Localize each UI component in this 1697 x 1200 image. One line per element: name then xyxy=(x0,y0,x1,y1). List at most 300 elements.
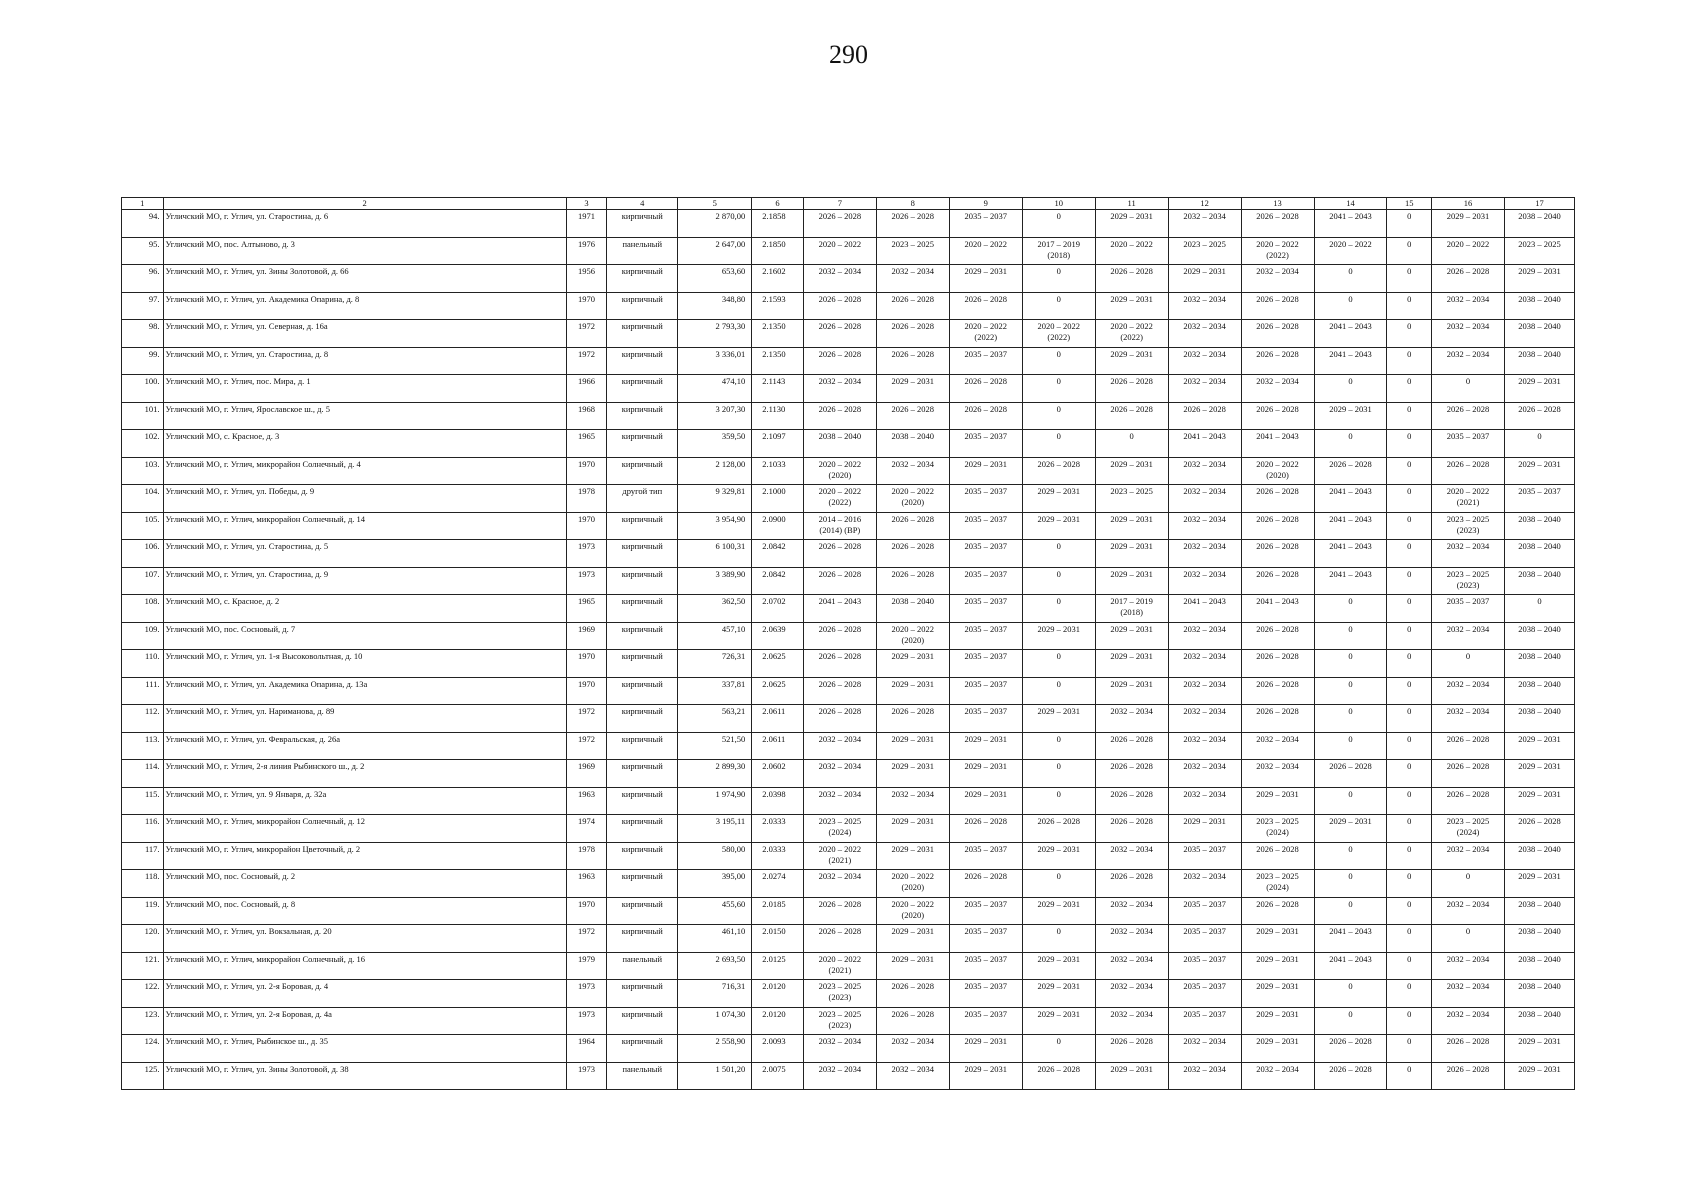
table-cell: 2032 – 2034 xyxy=(803,787,876,815)
table-cell: 2038 – 2040 xyxy=(876,595,949,623)
table-cell: 2029 – 2031 xyxy=(876,815,949,843)
table-cell: 1972 xyxy=(566,732,607,760)
table-cell: 2026 – 2028 xyxy=(803,347,876,375)
table-cell: 2026 – 2028 xyxy=(1241,347,1314,375)
table-cell: 0 xyxy=(1022,210,1095,238)
table-row xyxy=(122,375,1575,403)
table-cell: 2026 – 2028 xyxy=(803,650,876,678)
address-cell: Угличский МО, г. Углич, ул. 2-я Боровая, д. 4а xyxy=(163,1007,566,1035)
table-cell: 2032 – 2034 xyxy=(876,265,949,293)
table-cell: 2032 – 2034 xyxy=(1095,897,1168,925)
table-cell: 2020 – 2022 (2020) xyxy=(876,897,949,925)
table-cell: 2026 – 2028 xyxy=(876,402,949,430)
table-cell: 2032 – 2034 xyxy=(1168,320,1241,348)
table-cell: кирпичный xyxy=(607,292,678,320)
table-cell: 0 xyxy=(1387,760,1432,788)
table-cell: 2041 – 2043 xyxy=(1314,512,1387,540)
table-cell: 2035 – 2037 xyxy=(949,210,1022,238)
table-cell: 119. xyxy=(122,897,164,925)
table-cell: 2038 – 2040 xyxy=(1505,980,1575,1008)
table-cell: 0 xyxy=(1022,595,1095,623)
table-cell: 0 xyxy=(1387,925,1432,953)
table-row xyxy=(122,1062,1575,1090)
table-cell: 2026 – 2028 xyxy=(1432,1035,1505,1063)
table-cell: 1970 xyxy=(566,650,607,678)
table-cell: 2032 – 2034 xyxy=(876,457,949,485)
table-cell: 2.1850 xyxy=(752,237,804,265)
table-cell: 108. xyxy=(122,595,164,623)
table-cell: 2026 – 2028 xyxy=(803,897,876,925)
table-cell: 2026 – 2028 xyxy=(1432,787,1505,815)
table-cell: 2026 – 2028 xyxy=(1241,402,1314,430)
table-cell: 0 xyxy=(1022,430,1095,458)
table-cell: 2026 – 2028 xyxy=(1022,815,1095,843)
table-cell: 2032 – 2034 xyxy=(1432,897,1505,925)
table-cell: 2023 – 2025 xyxy=(1505,237,1575,265)
table-cell: 2026 – 2028 xyxy=(1241,512,1314,540)
table-cell: 2023 – 2025 xyxy=(1095,485,1168,513)
table-cell: 2026 – 2028 xyxy=(949,815,1022,843)
table-cell: 2035 – 2037 xyxy=(949,430,1022,458)
table-cell: 0 xyxy=(1387,622,1432,650)
table-cell: 474,10 xyxy=(678,375,752,403)
address-cell: Угличский МО, г. Углич, пос. Мира, д. 1 xyxy=(163,375,566,403)
table-row xyxy=(122,980,1575,1008)
table-cell: 0 xyxy=(1314,787,1387,815)
table-cell: 2029 – 2031 xyxy=(1168,815,1241,843)
table-cell: 2029 – 2031 xyxy=(1505,732,1575,760)
table-cell: 0 xyxy=(1314,677,1387,705)
table-cell: 0 xyxy=(1022,870,1095,898)
table-cell: 2.1350 xyxy=(752,320,804,348)
table-cell: 2041 – 2043 xyxy=(803,595,876,623)
table-cell: 0 xyxy=(1387,705,1432,733)
table-cell: 2029 – 2031 xyxy=(1241,787,1314,815)
column-header-5: 5 xyxy=(678,198,752,210)
table-cell: 2029 – 2031 xyxy=(949,732,1022,760)
table-row xyxy=(122,622,1575,650)
table-cell: 2017 – 2019 (2018) xyxy=(1095,595,1168,623)
table-cell: 2038 – 2040 xyxy=(1505,320,1575,348)
table-row xyxy=(122,897,1575,925)
table-cell: 2035 – 2037 xyxy=(949,1007,1022,1035)
table-cell: 2026 – 2028 xyxy=(876,1007,949,1035)
table-cell: 2029 – 2031 xyxy=(1022,842,1095,870)
table-cell: кирпичный xyxy=(607,567,678,595)
table-cell: 2035 – 2037 xyxy=(1432,430,1505,458)
table-cell: 348,80 xyxy=(678,292,752,320)
table-cell: 0 xyxy=(1314,870,1387,898)
table-cell: 2.0625 xyxy=(752,650,804,678)
table-cell: 2032 – 2034 xyxy=(803,1062,876,1090)
table-cell: 2026 – 2028 xyxy=(949,375,1022,403)
table-cell: 2029 – 2031 xyxy=(1432,210,1505,238)
table-cell: 2029 – 2031 xyxy=(1095,650,1168,678)
address-cell: Угличский МО, г. Углич, микрорайон Цветочный, д. 2 xyxy=(163,842,566,870)
table-cell: 0 xyxy=(1387,430,1432,458)
table-cell: 2029 – 2031 xyxy=(1314,402,1387,430)
table-cell: 580,00 xyxy=(678,842,752,870)
table-cell: 2 793,30 xyxy=(678,320,752,348)
address-cell: Угличский МО, г. Углич, ул. Зины Золотовой, д. 66 xyxy=(163,265,566,293)
table-cell: 0 xyxy=(1432,870,1505,898)
table-cell: 2 693,50 xyxy=(678,952,752,980)
table-cell: 0 xyxy=(1432,925,1505,953)
table-cell: 2032 – 2034 xyxy=(1168,292,1241,320)
table-row xyxy=(122,870,1575,898)
table-cell: 125. xyxy=(122,1062,164,1090)
table-cell: 2038 – 2040 xyxy=(1505,512,1575,540)
table-cell: 2035 – 2037 xyxy=(1168,980,1241,1008)
table-cell: 2038 – 2040 xyxy=(1505,925,1575,953)
table-cell: 0 xyxy=(1022,760,1095,788)
table-cell: 2026 – 2028 xyxy=(1022,457,1095,485)
table-cell: 2023 – 2025 (2023) xyxy=(1432,512,1505,540)
table-cell: 2032 – 2034 xyxy=(1432,980,1505,1008)
address-cell: Угличский МО, г. Углич, ул. Победы, д. 9 xyxy=(163,485,566,513)
table-row xyxy=(122,760,1575,788)
table-cell: 2029 – 2031 xyxy=(1168,265,1241,293)
table-cell: 0 xyxy=(1387,567,1432,595)
table-cell: 2038 – 2040 xyxy=(803,430,876,458)
table-cell: 1973 xyxy=(566,980,607,1008)
table-cell: 2041 – 2043 xyxy=(1314,320,1387,348)
table-cell: 1965 xyxy=(566,595,607,623)
table-cell: 2029 – 2031 xyxy=(876,760,949,788)
table-cell: 2023 – 2025 xyxy=(1168,237,1241,265)
table-cell: 2041 – 2043 xyxy=(1314,485,1387,513)
table-cell: 122. xyxy=(122,980,164,1008)
table-cell: 95. xyxy=(122,237,164,265)
table-cell: 653,60 xyxy=(678,265,752,293)
table-cell: кирпичный xyxy=(607,677,678,705)
table-cell: 2032 – 2034 xyxy=(1095,952,1168,980)
table-cell: 2032 – 2034 xyxy=(1168,1035,1241,1063)
table-cell: 2026 – 2028 xyxy=(803,320,876,348)
table-cell: 2035 – 2037 xyxy=(949,347,1022,375)
address-cell: Угличский МО, г. Углич, Ярославское ш., д. 5 xyxy=(163,402,566,430)
table-cell: кирпичный xyxy=(607,595,678,623)
table-row xyxy=(122,1007,1575,1035)
table-cell: другой тип xyxy=(607,485,678,513)
table-cell: 2032 – 2034 xyxy=(803,760,876,788)
column-header-3: 3 xyxy=(566,198,607,210)
table-cell: 2038 – 2040 xyxy=(1505,650,1575,678)
address-cell: Угличский МО, пос. Алтыново, д. 3 xyxy=(163,237,566,265)
table-cell: 0 xyxy=(1387,1007,1432,1035)
address-cell: Угличский МО, г. Углич, ул. 9 Января, д. 32а xyxy=(163,787,566,815)
table-cell: 0 xyxy=(1387,540,1432,568)
table-cell: 2029 – 2031 xyxy=(1505,870,1575,898)
table-row xyxy=(122,237,1575,265)
column-header-14: 14 xyxy=(1314,198,1387,210)
table-cell: 0 xyxy=(1314,430,1387,458)
table-cell: 1973 xyxy=(566,1007,607,1035)
table-cell: 2029 – 2031 xyxy=(1022,980,1095,1008)
table-cell: 2038 – 2040 xyxy=(1505,1007,1575,1035)
table-row xyxy=(122,677,1575,705)
table-cell: 2026 – 2028 xyxy=(876,540,949,568)
table-cell: 2.0150 xyxy=(752,925,804,953)
table-cell: 2 870,00 xyxy=(678,210,752,238)
table-cell: 2035 – 2037 xyxy=(949,952,1022,980)
table-cell: 0 xyxy=(1387,320,1432,348)
table-row xyxy=(122,815,1575,843)
table-cell: 2032 – 2034 xyxy=(1168,485,1241,513)
table-cell: 98. xyxy=(122,320,164,348)
table-cell: 1963 xyxy=(566,787,607,815)
address-cell: Угличский МО, пос. Сосновый, д. 2 xyxy=(163,870,566,898)
table-cell: 2032 – 2034 xyxy=(1241,375,1314,403)
table-cell: 1970 xyxy=(566,897,607,925)
table-cell: 0 xyxy=(1387,375,1432,403)
table-cell: 2032 – 2034 xyxy=(1168,540,1241,568)
column-header-11: 11 xyxy=(1095,198,1168,210)
table-cell: 2.0075 xyxy=(752,1062,804,1090)
table-cell: 2029 – 2031 xyxy=(949,787,1022,815)
table-cell: 2029 – 2031 xyxy=(1241,1007,1314,1035)
table-cell: 2026 – 2028 xyxy=(1314,760,1387,788)
table-cell: 2029 – 2031 xyxy=(1505,265,1575,293)
table-cell: 0 xyxy=(1387,265,1432,293)
table-cell: 2023 – 2025 (2024) xyxy=(1241,870,1314,898)
table-cell: 1972 xyxy=(566,320,607,348)
table-cell: 2038 – 2040 xyxy=(1505,347,1575,375)
table-cell: 1969 xyxy=(566,760,607,788)
address-cell: Угличский МО, г. Углич, микрорайон Солнечный, д. 12 xyxy=(163,815,566,843)
table-cell: 2020 – 2022 (2022) xyxy=(1095,320,1168,348)
table-cell: 2026 – 2028 xyxy=(1432,402,1505,430)
table-cell: 362,50 xyxy=(678,595,752,623)
table-cell: 0 xyxy=(1022,375,1095,403)
table-cell: 0 xyxy=(1387,980,1432,1008)
table-cell: 2026 – 2028 xyxy=(876,292,949,320)
table-cell: 111. xyxy=(122,677,164,705)
table-cell: 0 xyxy=(1387,210,1432,238)
table-cell: кирпичный xyxy=(607,760,678,788)
table-cell: 2035 – 2037 xyxy=(949,705,1022,733)
table-cell: 117. xyxy=(122,842,164,870)
table-cell: 2.0333 xyxy=(752,842,804,870)
table-cell: 2023 – 2025 (2024) xyxy=(1432,815,1505,843)
table-cell: 2029 – 2031 xyxy=(876,842,949,870)
table-cell: 2032 – 2034 xyxy=(1168,512,1241,540)
column-header-16: 16 xyxy=(1432,198,1505,210)
table-cell: 2026 – 2028 xyxy=(1241,210,1314,238)
table-cell: 2041 – 2043 xyxy=(1168,430,1241,458)
table-cell: панельный xyxy=(607,1062,678,1090)
table-cell: 2032 – 2034 xyxy=(1241,760,1314,788)
table-cell: 2032 – 2034 xyxy=(1168,705,1241,733)
table-cell: 2020 – 2022 xyxy=(1095,237,1168,265)
table-row xyxy=(122,292,1575,320)
table-cell: кирпичный xyxy=(607,705,678,733)
address-cell: Угличский МО, г. Углич, ул. Старостина, д. 5 xyxy=(163,540,566,568)
table-cell: 2035 – 2037 xyxy=(1432,595,1505,623)
table-row xyxy=(122,952,1575,980)
table-cell: 2035 – 2037 xyxy=(949,677,1022,705)
table-row xyxy=(122,457,1575,485)
table-cell: 2.0702 xyxy=(752,595,804,623)
table-cell: 2026 – 2028 xyxy=(1241,292,1314,320)
table-cell: 2032 – 2034 xyxy=(803,870,876,898)
table-cell: 2035 – 2037 xyxy=(1168,925,1241,953)
table-cell: 0 xyxy=(1387,347,1432,375)
table-cell: 2029 – 2031 xyxy=(1095,540,1168,568)
table-cell: 2038 – 2040 xyxy=(1505,952,1575,980)
table-cell: 2035 – 2037 xyxy=(949,897,1022,925)
table-cell: 2026 – 2028 xyxy=(1095,760,1168,788)
table-cell: 2020 – 2022 xyxy=(1314,237,1387,265)
table-cell: 2029 – 2031 xyxy=(876,375,949,403)
table-cell: 2029 – 2031 xyxy=(1505,787,1575,815)
table-cell: 2032 – 2034 xyxy=(1432,1007,1505,1035)
table-cell: 0 xyxy=(1387,897,1432,925)
table-cell: 2020 – 2022 (2022) xyxy=(1241,237,1314,265)
table-cell: 0 xyxy=(1432,375,1505,403)
table-cell: 2029 – 2031 xyxy=(1241,925,1314,953)
table-cell: кирпичный xyxy=(607,732,678,760)
table-cell: 2035 – 2037 xyxy=(949,512,1022,540)
table-cell: 0 xyxy=(1387,842,1432,870)
table-cell: 2038 – 2040 xyxy=(1505,842,1575,870)
table-cell: 2.0274 xyxy=(752,870,804,898)
table-cell: 2.1350 xyxy=(752,347,804,375)
table-cell: 2041 – 2043 xyxy=(1314,540,1387,568)
table-cell: 2.1143 xyxy=(752,375,804,403)
table-cell: 2 647,00 xyxy=(678,237,752,265)
table-cell: 0 xyxy=(1314,705,1387,733)
table-cell: 521,50 xyxy=(678,732,752,760)
table-row xyxy=(122,485,1575,513)
table-cell: 2026 – 2028 xyxy=(1314,1035,1387,1063)
table-cell: 2035 – 2037 xyxy=(1168,897,1241,925)
table-cell: 0 xyxy=(1314,1007,1387,1035)
table-cell: 2026 – 2028 xyxy=(1314,457,1387,485)
table-cell: 0 xyxy=(1387,1062,1432,1090)
table-cell: 0 xyxy=(1387,292,1432,320)
column-header-9: 9 xyxy=(949,198,1022,210)
table-row xyxy=(122,430,1575,458)
table-cell: 101. xyxy=(122,402,164,430)
table-cell: кирпичный xyxy=(607,347,678,375)
table-cell: 2029 – 2031 xyxy=(1505,457,1575,485)
table-cell: панельный xyxy=(607,952,678,980)
table-cell: 94. xyxy=(122,210,164,238)
table-cell: 2026 – 2028 xyxy=(1241,485,1314,513)
table-cell: кирпичный xyxy=(607,815,678,843)
table-cell: 1 974,90 xyxy=(678,787,752,815)
table-cell: 2032 – 2034 xyxy=(1095,925,1168,953)
table-cell: 2038 – 2040 xyxy=(1505,292,1575,320)
table-cell: 2029 – 2031 xyxy=(1095,512,1168,540)
table-cell: 2029 – 2031 xyxy=(876,925,949,953)
table-cell: 2038 – 2040 xyxy=(1505,622,1575,650)
table-cell: 2.0125 xyxy=(752,952,804,980)
table-cell: 2029 – 2031 xyxy=(1241,980,1314,1008)
table-cell: 3 207,30 xyxy=(678,402,752,430)
address-cell: Угличский МО, г. Углич, ул. Академика Опарина, д. 8 xyxy=(163,292,566,320)
table-cell: 2.0120 xyxy=(752,1007,804,1035)
table-cell: 2020 – 2022 (2020) xyxy=(876,485,949,513)
table-cell: 1970 xyxy=(566,512,607,540)
table-row xyxy=(122,512,1575,540)
table-cell: 2038 – 2040 xyxy=(1505,210,1575,238)
table-cell: 2.0842 xyxy=(752,540,804,568)
address-cell: Угличский МО, пос. Сосновый, д. 8 xyxy=(163,897,566,925)
table-cell: 1969 xyxy=(566,622,607,650)
table-cell: 2029 – 2031 xyxy=(1022,952,1095,980)
column-number-header xyxy=(122,198,1575,210)
table-row xyxy=(122,567,1575,595)
column-header-10: 10 xyxy=(1022,198,1095,210)
table-cell: кирпичный xyxy=(607,980,678,1008)
table-cell: 2032 – 2034 xyxy=(1168,732,1241,760)
table-cell: 2038 – 2040 xyxy=(1505,567,1575,595)
table-cell: 2035 – 2037 xyxy=(1168,842,1241,870)
table-cell: кирпичный xyxy=(607,1035,678,1063)
table-cell: 2032 – 2034 xyxy=(1241,265,1314,293)
table-cell: 118. xyxy=(122,870,164,898)
address-cell: Угличский МО, пос. Сосновый, д. 7 xyxy=(163,622,566,650)
table-cell: 1973 xyxy=(566,1062,607,1090)
table-cell: 1970 xyxy=(566,292,607,320)
table-cell: 2032 – 2034 xyxy=(1432,622,1505,650)
table-cell: 2029 – 2031 xyxy=(1095,210,1168,238)
address-cell: Угличский МО, г. Углич, Рыбинское ш., д. 35 xyxy=(163,1035,566,1063)
table-cell: 0 xyxy=(1387,595,1432,623)
page-number: 290 xyxy=(829,40,868,69)
table-cell: 2038 – 2040 xyxy=(1505,540,1575,568)
table-cell: 2041 – 2043 xyxy=(1314,952,1387,980)
table-cell: 0 xyxy=(1314,897,1387,925)
table-cell: 2026 – 2028 xyxy=(1432,732,1505,760)
table-cell: 2.0093 xyxy=(752,1035,804,1063)
table-cell: 2 558,90 xyxy=(678,1035,752,1063)
housing-schedule-table xyxy=(121,197,1575,1090)
table-cell: 6 100,31 xyxy=(678,540,752,568)
table-cell: 1956 xyxy=(566,265,607,293)
table-cell: 0 xyxy=(1022,292,1095,320)
table-cell: 2032 – 2034 xyxy=(803,375,876,403)
table-cell: 0 xyxy=(1314,292,1387,320)
table-cell: 1972 xyxy=(566,925,607,953)
table-cell: 2.0398 xyxy=(752,787,804,815)
table-cell: 2029 – 2031 xyxy=(1095,1062,1168,1090)
table-cell: 2035 – 2037 xyxy=(949,842,1022,870)
table-cell: 2 899,30 xyxy=(678,760,752,788)
table-cell: 99. xyxy=(122,347,164,375)
table-row xyxy=(122,595,1575,623)
table-cell: 2023 – 2025 (2024) xyxy=(1241,815,1314,843)
table-cell: 2020 – 2022 (2021) xyxy=(803,842,876,870)
address-cell: Угличский МО, с. Красное, д. 2 xyxy=(163,595,566,623)
table-cell: кирпичный xyxy=(607,402,678,430)
table-cell: 2026 – 2028 xyxy=(1241,540,1314,568)
table-cell: 2.0602 xyxy=(752,760,804,788)
table-cell: 0 xyxy=(1387,1035,1432,1063)
table-cell: 2026 – 2028 xyxy=(876,347,949,375)
table-cell: 2.1130 xyxy=(752,402,804,430)
table-cell: 2026 – 2028 xyxy=(876,320,949,348)
table-cell: 2020 – 2022 (2022) xyxy=(1022,320,1095,348)
table-cell: кирпичный xyxy=(607,512,678,540)
table-cell: 1972 xyxy=(566,705,607,733)
table-cell: 0 xyxy=(1314,980,1387,1008)
table-cell: 2020 – 2022 (2022) xyxy=(949,320,1022,348)
table-cell: 2029 – 2031 xyxy=(1022,705,1095,733)
table-cell: 2029 – 2031 xyxy=(1505,1035,1575,1063)
